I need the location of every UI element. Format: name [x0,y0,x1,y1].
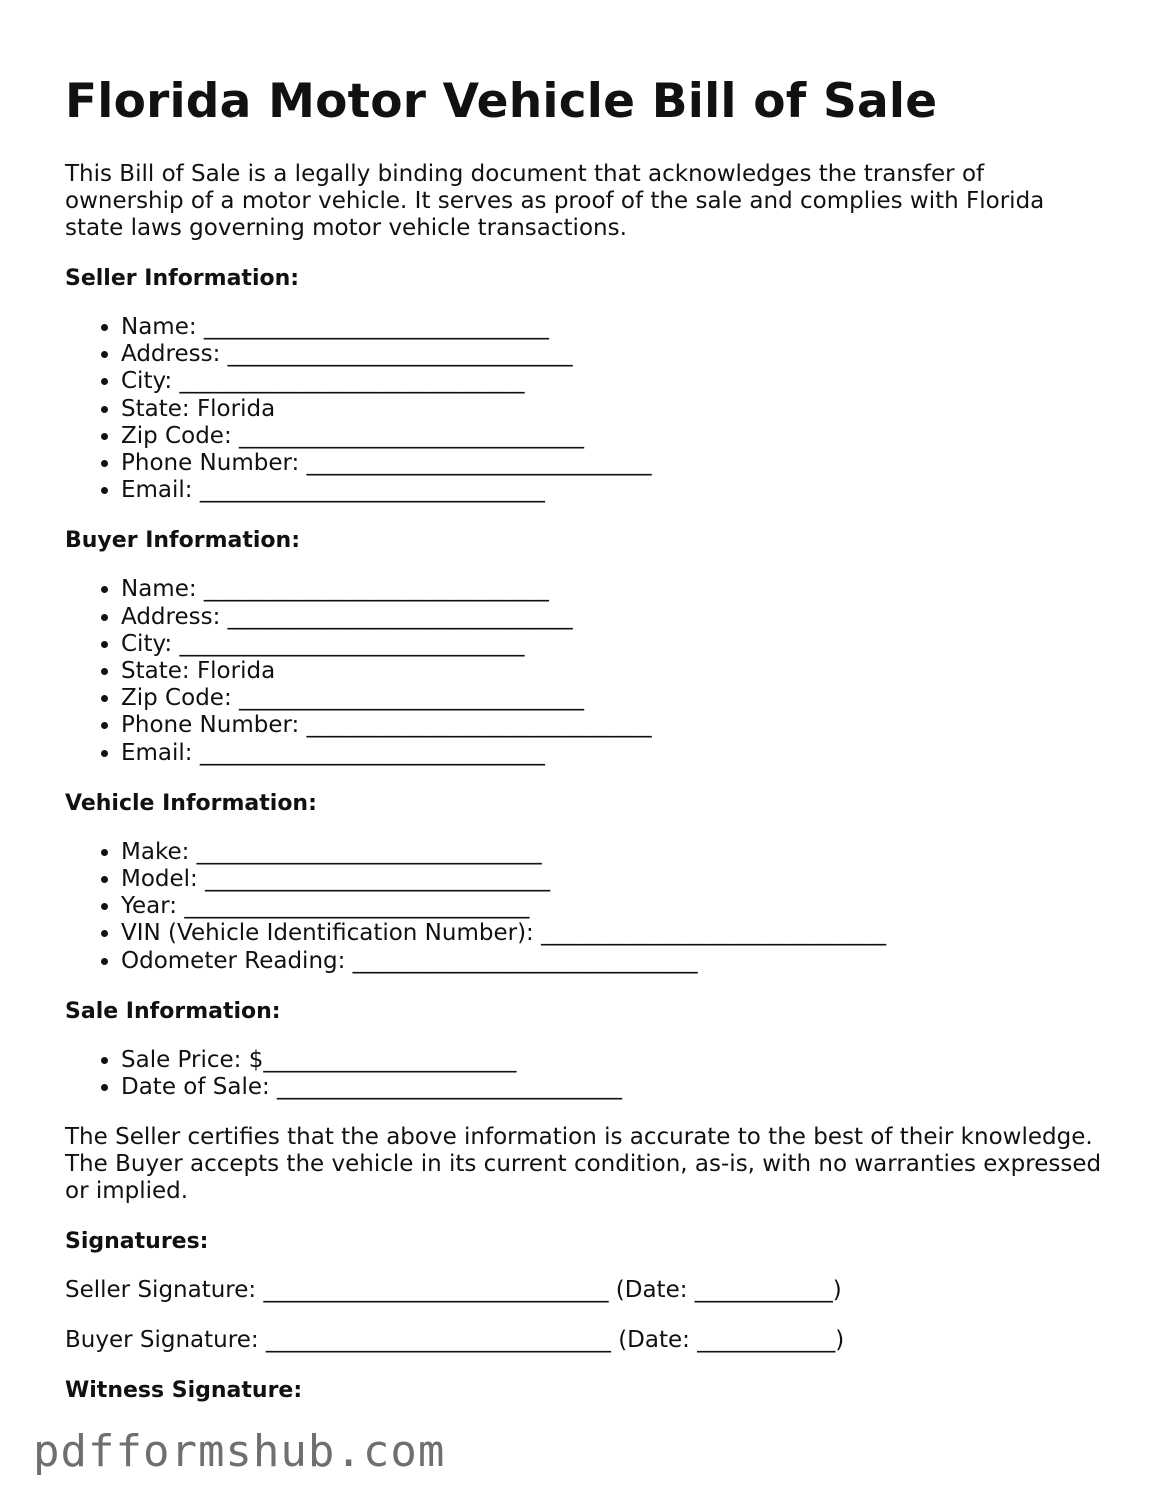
sale-price-field: • Sale Price: $______________________ [121,1047,1105,1074]
intro-paragraph: This Bill of Sale is a legally binding document that acknowledges the transfer of ownership of a motor vehicle. It serves as proof of the sale and complies with Florida state laws governing motor vehicle transactions. [65,161,1045,241]
vehicle-model-field: • Model: ______________________________ [121,866,1105,893]
signatures-heading: Signatures: [65,1229,209,1255]
watermark: pdfformshub.com [33,1426,446,1477]
seller-name-field: • Name: ______________________________ [121,314,1105,341]
sale-fields [65,1047,1105,1101]
seller-fields [65,314,1105,504]
sale-date-field: • Date of Sale: ______________________________ [121,1074,1105,1101]
vehicle-heading: Vehicle Information: [65,790,317,816]
seller-address-field: • Address: ______________________________ [121,341,1105,368]
buyer-heading: Buyer Information: [65,528,300,554]
vehicle-fields [65,839,1105,975]
buyer-name-field: • Name: ______________________________ [121,576,1105,603]
certification-paragraph: The Seller certifies that the above information is accurate to the best of their knowledge. The Buyer accepts the vehicle in its current condition, as-is, with no warranties expressed or implied. [65,1124,1102,1205]
vehicle-odometer-field: • Odometer Reading: ______________________________ [121,948,1105,975]
sale-heading: Sale Information: [65,998,281,1024]
vehicle-year-field: • Year: ______________________________ [121,893,1105,920]
seller-phone-field: • Phone Number: ______________________________ [121,450,1105,477]
buyer-zip-field: • Zip Code: ______________________________ [121,685,1105,712]
document-page [65,74,1105,1426]
seller-zip-field: • Zip Code: ______________________________ [121,423,1105,450]
seller-city-field: • City: ______________________________ [121,368,1105,395]
buyer-signature-line: Buyer Signature: ______________________________ (Date: ____________) [65,1327,845,1354]
buyer-state-field: • State: Florida [121,658,1105,685]
seller-heading: Seller Information: [65,266,300,291]
vehicle-vin-field: • VIN (Vehicle Identification Number): ______________________________ [121,920,1105,947]
page-title: Florida Motor Vehicle Bill of Sale [65,74,938,129]
seller-state-field: • State: Florida [121,396,1105,423]
buyer-address-field: • Address: ______________________________ [121,604,1105,631]
buyer-city-field: • City: ______________________________ [121,631,1105,658]
seller-signature-line: Seller Signature: ______________________________ (Date: ____________) [65,1277,842,1304]
buyer-fields [65,576,1105,766]
witness-signature-heading: Witness Signature: [65,1378,303,1404]
buyer-email-field: • Email: ______________________________ [121,740,1105,767]
buyer-phone-field: • Phone Number: ______________________________ [121,712,1105,739]
vehicle-make-field: • Make: ______________________________ [121,839,1105,866]
seller-email-field: • Email: ______________________________ [121,477,1105,504]
